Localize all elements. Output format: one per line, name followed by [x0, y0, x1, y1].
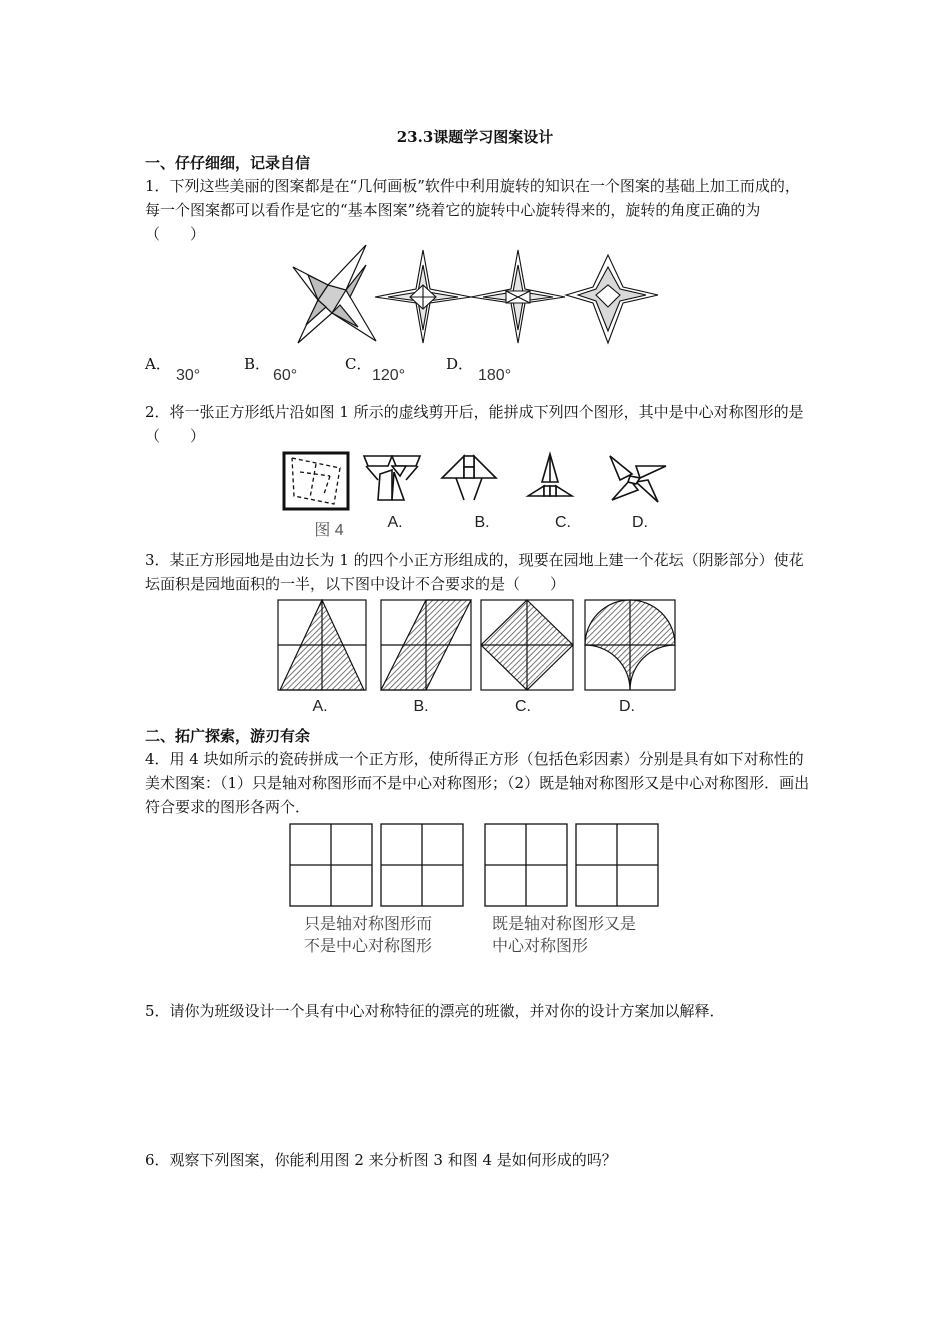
star-figure-3: [471, 250, 565, 343]
q4-grids: [288, 822, 662, 908]
q4-caption-right: [492, 914, 636, 958]
q4-caption-right-line1: 既是轴对称图形又是: [492, 916, 637, 933]
q2-option-a: A.: [387, 514, 403, 531]
q4-caption-right-line2: 中心对称图形: [492, 938, 589, 955]
star-figure-4: [566, 255, 658, 343]
q3-garden-b: [381, 600, 471, 690]
q2-option-c: C.: [555, 514, 571, 531]
q3-option-b: B.: [413, 698, 429, 715]
q1-star-figures: [288, 245, 668, 347]
question-4-text: 4．用 4 块如所示的瓷砖拼成一个正方形，使所得正方形（包括色彩因素）分别是具有如下对称性的美术图案：（1）只是轴对称图形而不是中心对称图形；（2）既是轴对称图形又是中心对称图形．画出符合要求的图形各两个．: [145, 750, 810, 816]
q2-cut-square: [284, 453, 348, 509]
section-heading-1: 一、仔仔细细，记录自信: [145, 154, 311, 172]
q1-option-a-label: A．: [145, 355, 171, 373]
q4-grid-1: [290, 824, 372, 906]
q2-option-d: D.: [632, 514, 648, 531]
q3-garden-d: [585, 600, 675, 690]
question-5-text: 5．请你为班级设计一个具有中心对称特征的漂亮的班徽，并对你的设计方案加以解释．: [145, 1002, 725, 1020]
q4-caption-left-line2: 不是中心对称图形: [304, 938, 433, 955]
q2-option-b: B.: [474, 514, 490, 531]
q2-figures: [280, 450, 670, 512]
question-6-text: 6．观察下列图案，你能利用图 2 来分析图 3 和图 4 是如何形成的吗？: [145, 1151, 617, 1169]
q3-option-a: A.: [312, 698, 328, 715]
star-figure-2: [375, 250, 471, 343]
q4-grid-3: [485, 824, 567, 906]
q3-option-d: D.: [619, 698, 635, 715]
question-2-text: 2．将一张正方形纸片沿如图 1 所示的虚线剪开后，能拼成下列四个图形，其中是中心对称图形的是（ ）: [145, 403, 804, 445]
q4-grid-2: [381, 824, 463, 906]
star-figure-1: [293, 245, 376, 343]
q1-option-d-label: D．: [446, 355, 474, 373]
q1-option-a-value: 30°: [176, 367, 201, 384]
q3-garden-a: [278, 600, 366, 690]
q4-caption-left: [304, 914, 432, 958]
q1-option-c-label: C．: [345, 355, 372, 373]
page-title: 23.3课题学习图案设计: [396, 128, 554, 146]
q1-option-c-value: 120°: [372, 367, 406, 384]
section-heading-2: 二、拓广探索，游刃有余: [145, 727, 311, 745]
q3-figures: [276, 598, 676, 692]
q3-garden-c: [481, 600, 573, 690]
q2-shape-b: [442, 456, 496, 500]
question-1-text: 1．下列这些美丽的图案都是在“几何画板”软件中利用旋转的知识在一个图案的基础上加工而成的，每一个图案都可以看作是它的“基本图案”绕着它的旋转中心旋转得来的，旋转的角度正确的为（ ）: [145, 177, 800, 243]
q4-caption-left-line1: 只是轴对称图形而: [304, 916, 433, 933]
q1-option-b-value: 60°: [273, 367, 298, 384]
q1-option-b-label: B．: [244, 355, 271, 373]
q3-option-c: C.: [515, 698, 531, 715]
q1-option-d-value: 180°: [478, 367, 512, 384]
q2-shape-d: [610, 456, 666, 502]
q2-shape-c: [528, 454, 572, 496]
q2-shape-a: [364, 456, 420, 500]
q4-grid-4: [576, 824, 658, 906]
q2-figure-caption: 图 4: [314, 522, 344, 539]
question-3-text: 3．某正方形园地是由边长为 1 的四个小正方形组成的，现要在园地上建一个花坛（阴影部分）使花坛面积是园地面积的一半，以下图中设计不合要求的是（ ）: [145, 551, 804, 593]
